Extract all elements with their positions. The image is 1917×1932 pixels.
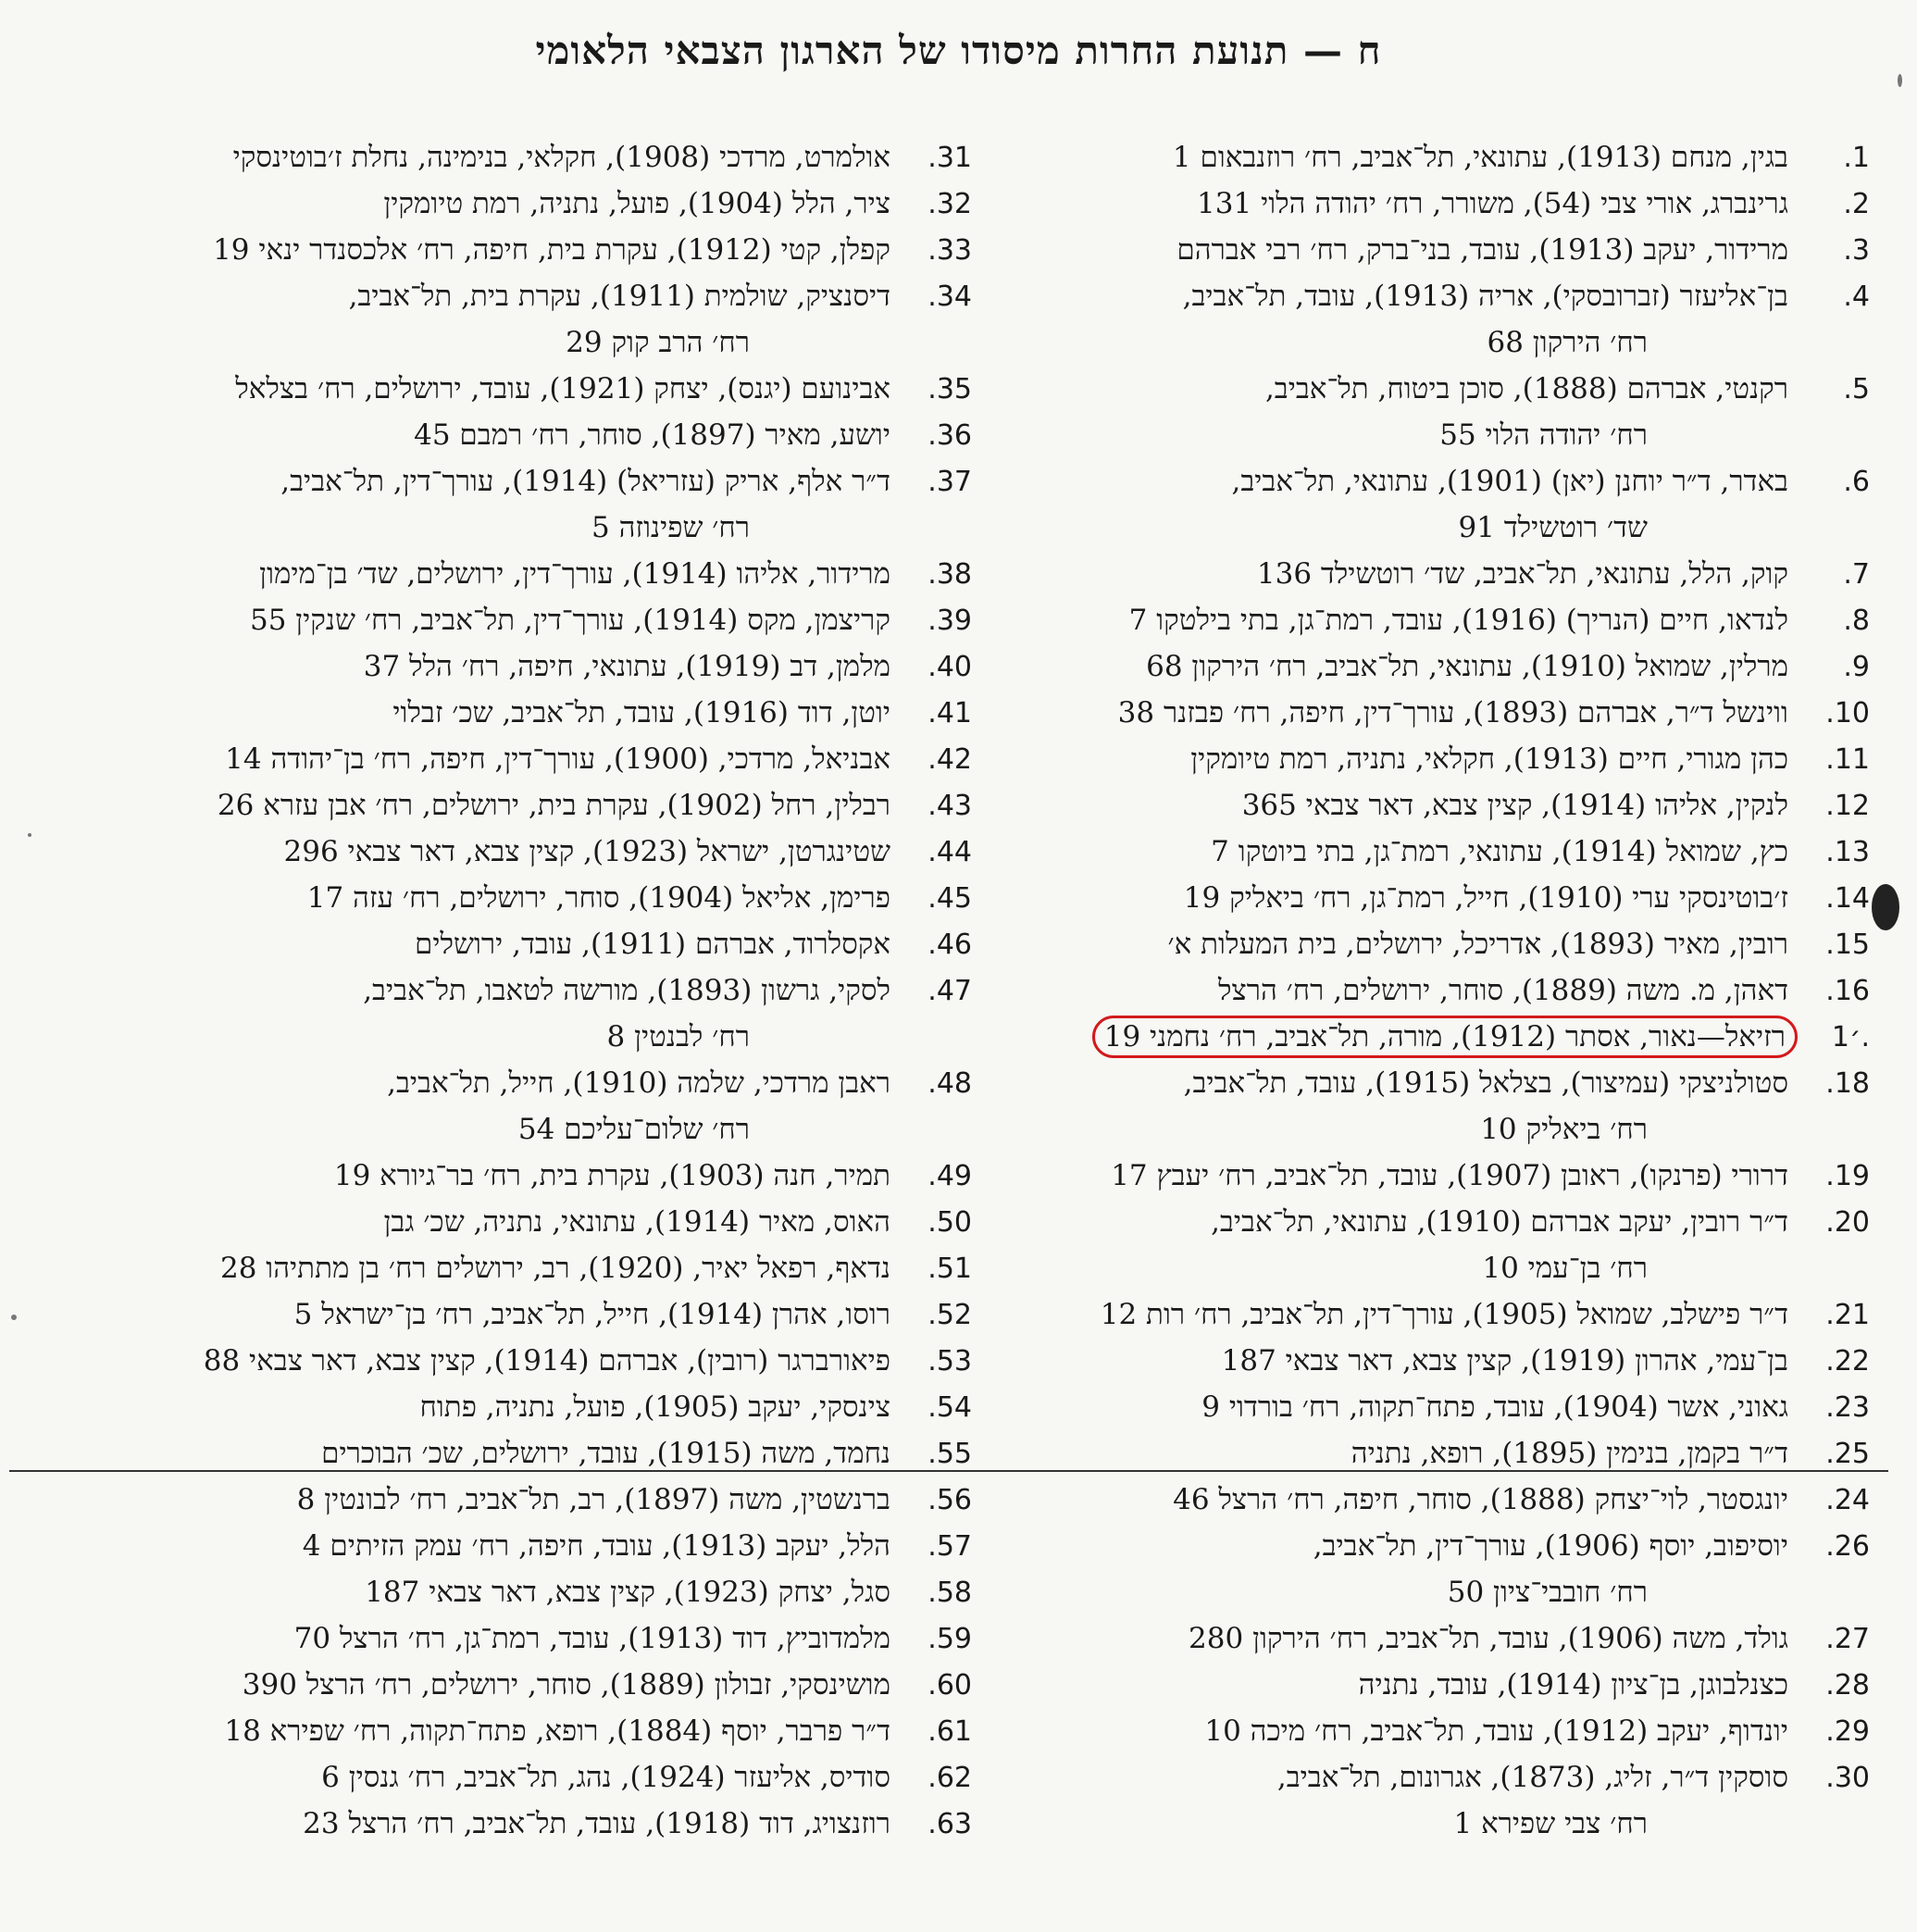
list-entry <box>83 643 972 690</box>
list-entry-continuation <box>981 412 1870 458</box>
list-entry <box>83 412 972 458</box>
list-entry <box>83 921 972 967</box>
list-entry <box>981 921 1870 967</box>
entry-text: בן־אליעזר (זברובסקי), אריה (1913), עובד, תל־אביב, <box>1182 280 1788 313</box>
entry-number: .48 <box>927 1067 972 1100</box>
entry-text: ד״ר אלף, אריק (עזריאל) (1914), עורך־דין, תל־אביב, <box>280 465 890 498</box>
list-entry <box>981 1338 1870 1384</box>
entry-number: .20 <box>1825 1206 1870 1239</box>
list-entry <box>981 1754 1870 1801</box>
entry-text: גאוני, אשר (1904), עובד, פתח־תקוה, רח׳ בורדוי 9 <box>1201 1390 1788 1424</box>
list-entry-continuation <box>981 1569 1870 1615</box>
entry-text: גרינברג, אורי צבי (54), משורר, רח׳ יהודה הלוי 131 <box>1197 187 1788 220</box>
entry-number: .16 <box>1825 975 1870 1007</box>
entry-number: ׳1. <box>1831 1021 1870 1053</box>
list-entry <box>83 1338 972 1384</box>
list-entry <box>83 875 972 921</box>
entry-number: .13 <box>1825 836 1870 868</box>
entry-text: גולד, משה (1906), עובד, תל־אביב, רח׳ הירקון 280 <box>1189 1622 1788 1655</box>
entry-text: יוטן, דוד (1916), עובד, תל־אביב, שכ׳ זבלוי <box>392 696 890 729</box>
list-entry <box>981 1615 1870 1662</box>
list-entry <box>83 1199 972 1245</box>
entry-text: ראבן מרדכי, שלמה (1910), חייל, תל־אביב, <box>387 1066 890 1100</box>
list-entry-continuation <box>981 1801 1870 1847</box>
entry-number: .1 <box>1843 142 1870 174</box>
entry-text: שד׳ רוטשילד 91 <box>1458 511 1648 544</box>
scan-speck <box>1898 74 1902 87</box>
list-entry <box>83 227 972 273</box>
entry-text: סודיס, אליעזר (1924), נהג, תל־אביב, רח׳ גנסין 6 <box>321 1761 890 1794</box>
entry-text: רח׳ שפינוזה 5 <box>591 511 750 544</box>
entry-text: יוסיפוב, יוסף (1906), עורך־דין, תל־אביב, <box>1313 1529 1788 1563</box>
entry-number: .46 <box>927 929 972 961</box>
entry-text: האוס, מאיר (1914), עתונאי, נתניה, שכ׳ גבן <box>383 1205 890 1239</box>
list-entry <box>83 1662 972 1708</box>
list-entry-continuation <box>83 1014 972 1060</box>
entry-number: .14 <box>1825 882 1870 915</box>
entry-number: .42 <box>927 743 972 776</box>
entry-number: .39 <box>927 605 972 637</box>
entry-number: .53 <box>927 1345 972 1377</box>
right-column-list <box>981 134 1870 1847</box>
entry-number: .36 <box>927 419 972 452</box>
list-entry <box>981 1708 1870 1754</box>
entry-text: נחמד, משה (1915), עובד, ירושלים, שכ׳ הבוכרים <box>321 1437 890 1470</box>
entry-text: דאהן, מ. משה (1889), סוחר, ירושלים, רח׳ הרצל <box>1217 974 1788 1007</box>
list-entry <box>981 597 1870 643</box>
entry-text: רובין, מאיר (1893), אדריכל, ירושלים, בית המעלות א׳ <box>1167 928 1788 961</box>
entry-text: פיאורברגר (רובין), אברהם (1914), קצין צבא, דאר צבאי 88 <box>203 1344 890 1377</box>
entry-number: .51 <box>927 1253 972 1285</box>
list-entry <box>83 273 972 319</box>
entry-number: .59 <box>927 1623 972 1655</box>
list-entry-continuation <box>981 1245 1870 1291</box>
entry-text: לנקין, אליהו (1914), קצין צבא, דאר צבאי 365 <box>1241 789 1788 822</box>
entry-text: רח׳ לבנטין 8 <box>606 1020 750 1053</box>
entry-number: .12 <box>1825 790 1870 822</box>
entry-text: רח׳ שלום־עליכם 54 <box>517 1113 750 1146</box>
list-entry <box>83 1569 972 1615</box>
entry-text: אבניאל, מרדכי, (1900), עורך־דין, חיפה, רח׳ בן־יהודה 14 <box>225 742 890 776</box>
list-entry-continuation <box>83 319 972 366</box>
entry-number: .61 <box>927 1715 972 1748</box>
entry-text: ציר, הלל (1904), פועל, נתניה, רמת טיומקין <box>383 187 890 220</box>
list-entry <box>981 366 1870 412</box>
list-entry <box>83 967 972 1014</box>
entry-text: לסקי, גרשון (1893), מורשה לטאבו, תל־אביב, <box>363 974 890 1007</box>
entry-number: .43 <box>927 790 972 822</box>
entry-number: .47 <box>927 975 972 1007</box>
list-entry <box>981 1477 1870 1523</box>
entry-text: יונדוף, יעקב (1912), עובד, תל־אביב, רח׳ מיכה 10 <box>1204 1714 1788 1748</box>
list-entry <box>981 1060 1870 1106</box>
entry-text: רח׳ צבי שפירא 1 <box>1453 1807 1648 1840</box>
entry-number: .6 <box>1843 466 1870 498</box>
entry-text: כץ, שמואל (1914), עתונאי, רמת־גן, בתי ביוטקו 7 <box>1211 835 1788 868</box>
entry-text: רח׳ חובבי־ציון 50 <box>1447 1576 1648 1609</box>
list-entry <box>981 458 1870 505</box>
entry-number: .63 <box>927 1808 972 1840</box>
entry-number: .25 <box>1825 1438 1870 1470</box>
list-entry <box>83 1153 972 1199</box>
entry-text: רוסו, אהרן (1914), חייל, תל־אביב, רח׳ בן־ישראל 5 <box>293 1298 890 1331</box>
list-entry <box>83 181 972 227</box>
entry-text: ווינשל ד״ר, אברהם (1893), עורך־דין, חיפה, רח׳ פבזנר 38 <box>1117 696 1788 729</box>
list-entry <box>83 1477 972 1523</box>
entry-number: .55 <box>927 1438 972 1470</box>
entry-number: .27 <box>1825 1623 1870 1655</box>
entry-text: יונגסטר, לוי־יצחק (1888), סוחר, חיפה, רח׳ הרצל 46 <box>1173 1483 1788 1516</box>
list-entry <box>981 782 1870 829</box>
entry-text: ד״ר פרבר, יוסף (1884), רופא, פתח־תקוה, רח׳ שפירא 18 <box>224 1714 890 1748</box>
entry-number: .2 <box>1843 188 1870 220</box>
list-entry <box>83 1801 972 1847</box>
left-column-list <box>83 134 972 1847</box>
entry-number: .34 <box>927 280 972 313</box>
list-entry-continuation <box>83 505 972 551</box>
entry-number: .60 <box>927 1669 972 1701</box>
entry-text: ז׳בוטינסקי ערי (1910), חייל, רמת־גן, רח׳ ביאליק 19 <box>1183 881 1788 915</box>
entry-text: דרורי (פרנקו), ראובן (1907), עובד, תל־אביב, רח׳ יעבץ 17 <box>1111 1159 1788 1192</box>
entry-number: .22 <box>1825 1345 1870 1377</box>
list-entry <box>83 1384 972 1430</box>
entry-number: .33 <box>927 234 972 267</box>
list-entry <box>83 736 972 782</box>
list-entry <box>981 1384 1870 1430</box>
list-entry <box>83 1754 972 1801</box>
entry-text: קפלן, קטי (1912), עקרת בית, חיפה, רח׳ אלכסנדר ינאי 19 <box>213 233 890 267</box>
entry-text: רח׳ הירקון 68 <box>1487 326 1648 359</box>
list-entry <box>981 1291 1870 1338</box>
entry-text: סגל, יצחק (1923), קצין צבא, דאר צבאי 187 <box>365 1576 890 1609</box>
list-entry <box>981 551 1870 597</box>
entry-text: באדר, ד״ר יוחנן (יאן) (1901), עתונאי, תל־אביב, <box>1231 465 1788 498</box>
entry-text: ד״ר בקמן, בנימין (1895), רופא, נתניה <box>1351 1437 1788 1470</box>
entry-number: .11 <box>1825 743 1870 776</box>
entry-number: .24 <box>1825 1484 1870 1516</box>
list-entry <box>83 458 972 505</box>
entry-number: .18 <box>1825 1067 1870 1100</box>
entry-number: .40 <box>927 651 972 683</box>
list-entry <box>83 551 972 597</box>
entry-text: אבינועם (יגנס), יצחק (1921), עובד, ירושלים, רח׳ בצלאל <box>235 372 890 405</box>
entry-text: קוק, הלל, עתונאי, תל־אביב, שד׳ רוטשילד 136 <box>1256 557 1788 591</box>
entry-text: כצנלבוגן, בן־ציון (1914), עובד, נתניה <box>1358 1668 1788 1701</box>
list-entry-continuation <box>83 1106 972 1153</box>
entry-number: .45 <box>927 882 972 915</box>
entry-text: רזיאל—נאור, אסתר (1912), מורה, תל־אביב, רח׳ נחמני 19 <box>1092 1016 1798 1058</box>
scan-speck <box>11 1315 17 1320</box>
entry-text: אקסלרוד, אברהם (1911), עובד, ירושלים <box>415 928 890 961</box>
entry-number: .38 <box>927 558 972 591</box>
list-entry <box>83 1060 972 1106</box>
list-entry <box>83 134 972 181</box>
list-entry <box>981 181 1870 227</box>
entry-text: ד״ר רובין, יעקב אברהם (1910), עתונאי, תל־אביב, <box>1211 1205 1788 1239</box>
entry-number: .56 <box>927 1484 972 1516</box>
entry-text: שטינגרטן, ישראל (1923), קצין צבא, דאר צבאי 296 <box>283 835 890 868</box>
list-entry <box>981 829 1870 875</box>
margin-ink-blot <box>1872 884 1899 930</box>
list-entry <box>83 829 972 875</box>
list-entry <box>83 690 972 736</box>
entry-number: .10 <box>1825 697 1870 729</box>
entry-text: רוזנצויג, דוד (1918), עובד, תל־אביב, רח׳ הרצל 23 <box>303 1807 890 1840</box>
list-entry <box>981 690 1870 736</box>
list-entry <box>981 643 1870 690</box>
list-entry <box>83 782 972 829</box>
list-entry <box>981 967 1870 1014</box>
entry-number: .26 <box>1825 1530 1870 1563</box>
entry-text: מרידור, אליהו (1914), עורך־דין, ירושלים, שד׳ בן־מימון <box>259 557 890 591</box>
entry-number: .50 <box>927 1206 972 1239</box>
entry-text: רקנטי, אברהם (1888), סוכן ביטוח, תל־אביב, <box>1264 372 1788 405</box>
entry-text: פרימן, אליאל (1904), סוחר, ירושלים, רח׳ עזה 17 <box>306 881 890 915</box>
entry-number: .19 <box>1825 1160 1870 1192</box>
list-entry-continuation <box>981 1106 1870 1153</box>
entry-text: קריצמן, מקס (1914), עורך־דין, תל־אביב, רח׳ שנקין 55 <box>249 604 890 637</box>
entry-text: רח׳ ביאליק 10 <box>1480 1113 1648 1146</box>
list-entry <box>83 1291 972 1338</box>
entry-text: בגין, מנחם (1913), עתונאי, תל־אביב, רח׳ רוזנבאום 1 <box>1172 141 1788 174</box>
list-entry <box>981 1523 1870 1569</box>
entry-text: נדאף, רפאל יאיר, (1920), רב, ירושלים רח׳ בן מתתיהו 28 <box>219 1252 890 1285</box>
entry-number: .30 <box>1825 1762 1870 1794</box>
entry-text: אולמרט, מרדכי (1908), חקלאי, בנימינה, נחלת ז׳בוטינסקי <box>232 141 890 174</box>
entry-text: רח׳ הרב קוק 29 <box>566 326 750 359</box>
entry-number: .54 <box>927 1391 972 1424</box>
entry-text: לנדאו, חיים (הנריך) (1916), עובד, רמת־גן, בתי בילטקו 7 <box>1128 604 1788 637</box>
entry-text: רח׳ בן־עמי 10 <box>1482 1252 1648 1285</box>
list-entry <box>83 597 972 643</box>
entry-text: רח׳ יהודה הלוי 55 <box>1439 418 1648 452</box>
list-entry <box>981 1153 1870 1199</box>
circled-list-entry <box>981 1014 1870 1060</box>
list-entry <box>981 736 1870 782</box>
entry-text: הלל, יעקב (1913), עובד, חיפה, רח׳ עמק הזיתים 4 <box>302 1529 890 1563</box>
entry-text: יושע, מאיר (1897), סוחר, רח׳ רמבם 45 <box>414 418 890 452</box>
entry-text: מרידור, יעקב (1913), עובד, בני־ברק, רח׳ רבי אברהם <box>1176 233 1788 267</box>
list-entry <box>83 366 972 412</box>
entry-number: .9 <box>1843 651 1870 683</box>
entry-number: .35 <box>927 373 972 405</box>
horizontal-divider <box>9 1470 1888 1472</box>
entry-text: תמיר, חנה (1903), עקרת בית, רח׳ בר־גיורא 19 <box>333 1159 890 1192</box>
entry-text: כהן מגורי, חיים (1913), חקלאי, נתניה, רמת טיומקין <box>1190 742 1788 776</box>
list-entry <box>83 1523 972 1569</box>
list-entry <box>981 875 1870 921</box>
entry-number: .5 <box>1843 373 1870 405</box>
page-title: ח — תנועת החרות מיסודו של הארגון הצבאי הלאומי <box>535 28 1382 73</box>
entry-text: ברנשטין, משה (1897), רב, תל־אביב, רח׳ לבונטין 8 <box>296 1483 890 1516</box>
entry-text: צינסקי, יעקב (1905), פועל, נתניה, פתוח <box>419 1390 890 1424</box>
list-entry <box>83 1708 972 1754</box>
entry-text: מושינסקי, זבולון (1889), סוחר, ירושלים, רח׳ הרצל 390 <box>242 1668 890 1701</box>
entry-number: .49 <box>927 1160 972 1192</box>
list-entry <box>981 227 1870 273</box>
list-entry <box>83 1245 972 1291</box>
entry-number: .32 <box>927 188 972 220</box>
entry-number: .29 <box>1825 1715 1870 1748</box>
entry-number: .31 <box>927 142 972 174</box>
entry-text: בן־עמי, אהרון (1919), קצין צבא, דאר צבאי 187 <box>1221 1344 1788 1377</box>
entry-number: .4 <box>1843 280 1870 313</box>
entry-text: רבלין, רחל (1902), עקרת בית, ירושלים, רח׳ אבן עזרא 26 <box>217 789 890 822</box>
list-entry-continuation <box>981 505 1870 551</box>
list-entry-continuation <box>981 319 1870 366</box>
entry-number: .41 <box>927 697 972 729</box>
list-entry <box>83 1615 972 1662</box>
list-entry <box>981 134 1870 181</box>
entry-number: .7 <box>1843 558 1870 591</box>
entry-text: ד״ר פישלב, שמואל (1905), עורך־דין, תל־אביב, רח׳ רות 12 <box>1100 1298 1788 1331</box>
entry-text: סטולניצקי (עמיצור), בצלאל (1915), עובד, תל־אביב, <box>1183 1066 1788 1100</box>
entry-number: .57 <box>927 1530 972 1563</box>
entry-number: .21 <box>1825 1299 1870 1331</box>
entry-text: דיסנציק, שולמית (1911), עקרת בית, תל־אביב, <box>348 280 890 313</box>
entry-number: .44 <box>927 836 972 868</box>
list-entry <box>981 1199 1870 1245</box>
entry-number: .15 <box>1825 929 1870 961</box>
entry-number: .62 <box>927 1762 972 1794</box>
entry-number: .23 <box>1825 1391 1870 1424</box>
entry-number: .8 <box>1843 605 1870 637</box>
entry-text: סוסקין ד״ר, זליג, (1873), אגרונום, תל־אביב, <box>1276 1761 1788 1794</box>
scan-speck <box>28 833 31 837</box>
entry-number: .58 <box>927 1577 972 1609</box>
entry-number: .37 <box>927 466 972 498</box>
list-entry <box>981 1662 1870 1708</box>
entry-number: .52 <box>927 1299 972 1331</box>
entry-number: .3 <box>1843 234 1870 267</box>
list-entry <box>981 273 1870 319</box>
entry-text: מרלין, שמואל (1910), עתונאי, תל־אביב, רח׳ הירקון 68 <box>1146 650 1788 683</box>
entry-text: מלמן, דב (1919), עתונאי, חיפה, רח׳ הלל 37 <box>363 650 890 683</box>
entry-number: .28 <box>1825 1669 1870 1701</box>
entry-text: מלמדוביץ, דוד (1913), עובד, רמת־גן, רח׳ הרצל 70 <box>293 1622 890 1655</box>
